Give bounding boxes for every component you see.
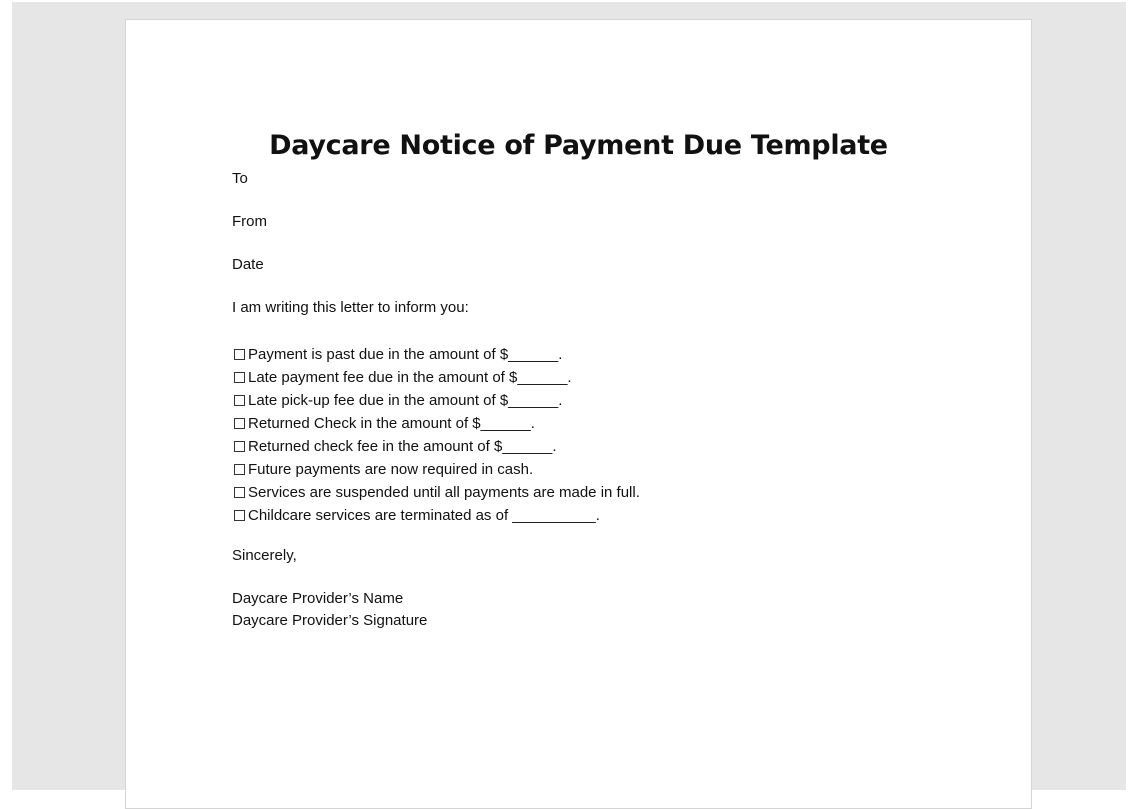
checklist-item [232, 435, 640, 458]
to-label: To [232, 170, 248, 187]
checklist-item-label: Late pick-up fee due in the amount of $______. [248, 392, 563, 409]
checklist-item [232, 366, 640, 389]
intro-text: I am writing this letter to inform you: [232, 299, 469, 316]
checkbox-icon[interactable] [234, 395, 245, 406]
checklist-item-label: Returned Check in the amount of $______. [248, 415, 535, 432]
checklist-item-label: Childcare services are terminated as of __________. [248, 507, 600, 524]
checklist-item-label: Services are suspended until all payments are made in full. [248, 484, 640, 501]
document-page[interactable] [125, 19, 1032, 809]
checklist-item [232, 504, 640, 527]
checkbox-icon[interactable] [234, 510, 245, 521]
from-label: From [232, 213, 267, 230]
checkbox-icon[interactable] [234, 372, 245, 383]
date-label: Date [232, 256, 264, 273]
checklist-item [232, 389, 640, 412]
checkbox-icon[interactable] [234, 464, 245, 475]
checklist-item-label: Future payments are now required in cash. [248, 461, 534, 478]
notice-checklist [232, 343, 640, 527]
checkbox-icon[interactable] [234, 441, 245, 452]
document-workspace [12, 2, 1126, 790]
checkbox-icon[interactable] [234, 418, 245, 429]
document-title: Daycare Notice of Payment Due Template [269, 130, 888, 161]
provider-signature: Daycare Provider’s Signature [232, 612, 428, 629]
checkbox-icon[interactable] [234, 349, 245, 360]
checklist-item-label: Returned check fee in the amount of $______. [248, 438, 557, 455]
checklist-item [232, 481, 640, 504]
provider-name: Daycare Provider’s Name [232, 590, 404, 607]
checklist-item-label: Late payment fee due in the amount of $______. [248, 369, 572, 386]
checklist-item [232, 458, 640, 481]
checkbox-icon[interactable] [234, 487, 245, 498]
checklist-item [232, 412, 640, 435]
closing-text: Sincerely, [232, 547, 297, 564]
checklist-item [232, 343, 640, 366]
checklist-item-label: Payment is past due in the amount of $______. [248, 346, 563, 363]
